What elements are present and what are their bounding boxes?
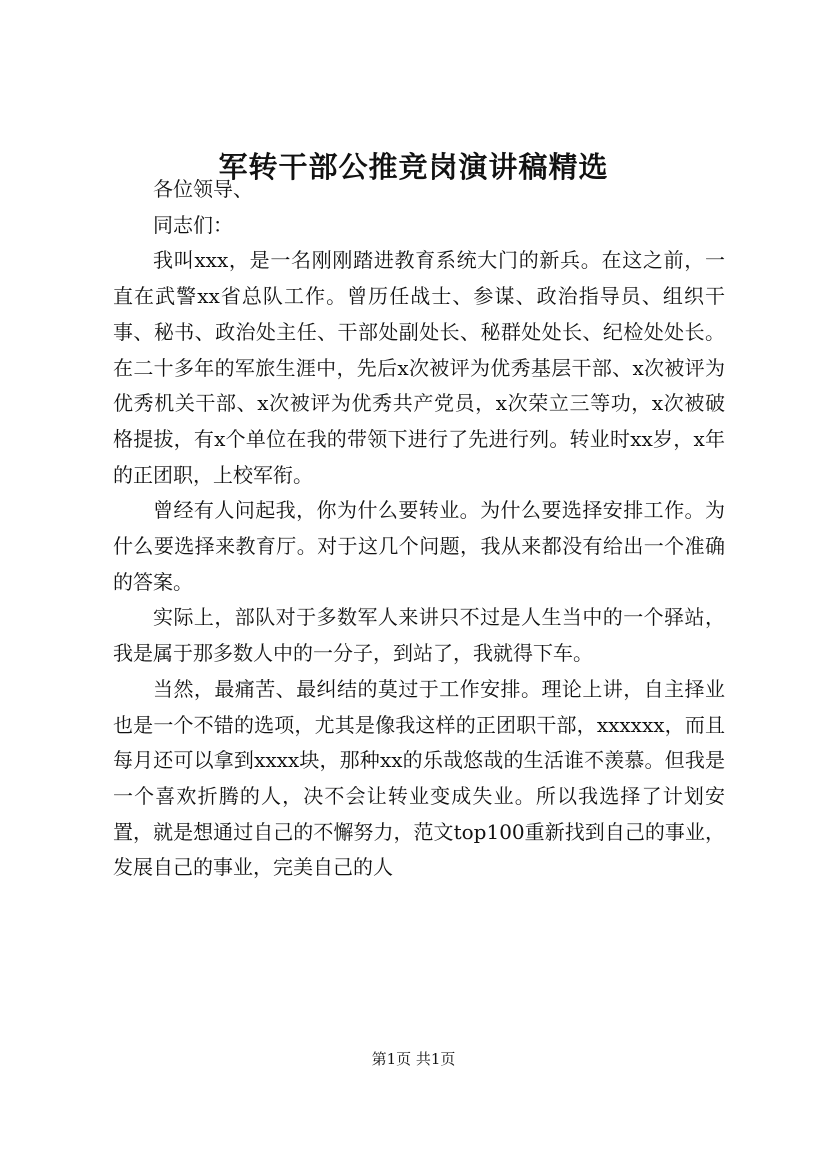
body-paragraph: 当然，最痛苦、最纠结的莫过于工作安排。理论上讲，自主择业也是一个不错的选项，尤其是像我这样的正团职干部，xxxxxx，而且每月还可以拿到xxxx块，那种xx的乐哉悠哉的生活谁不羡慕。但我是一个喜欢折腾的人，决不会让转业变成失业。所以我选择了计划安置，就是想通过自己的不懈努力，范文top100重新找到自己的事业，发展自己的事业，完美自己的人 bbox=[113, 676, 725, 880]
body-paragraph: 我叫xxx，是一名刚刚踏进教育系统大门的新兵。在这之前，一直在武警xx省总队工作。曾历任战士、参谋、政治指导员、组织干事、秘书、政治处主任、干部处副处长、秘群处处长、纪检处处长。在二十多年的军旅生涯中，先后x次被评为优秀基层干部、x次被评为优秀机关干部、x次被评为优秀共产党员，x次荣立三等功，x次被破格提拔，有x个单位在我的带领下进行了先进行列。转业时xx岁，x年的正团职，上校军衔。 bbox=[113, 248, 725, 487]
salutation-line: 同志们： bbox=[153, 212, 233, 237]
document-title: 军转干部公推竞岗演讲稿精选 bbox=[218, 150, 609, 184]
body-paragraph: 实际上，部队对于多数军人来讲只不过是人生当中的一个驿站，我是属于那多数人中的一分子，到站了，我就得下车。 bbox=[113, 605, 725, 666]
page-number: 第1页 共1页 bbox=[371, 1050, 456, 1068]
salutation-line: 各位领导、 bbox=[153, 177, 253, 201]
body-paragraph: 曾经有人问起我，你为什么要转业。为什么要选择安排工作。为什么要选择来教育厅。对于这几个问题，我从来都没有给出一个准确的答案。 bbox=[113, 498, 725, 594]
document-body bbox=[113, 172, 725, 886]
